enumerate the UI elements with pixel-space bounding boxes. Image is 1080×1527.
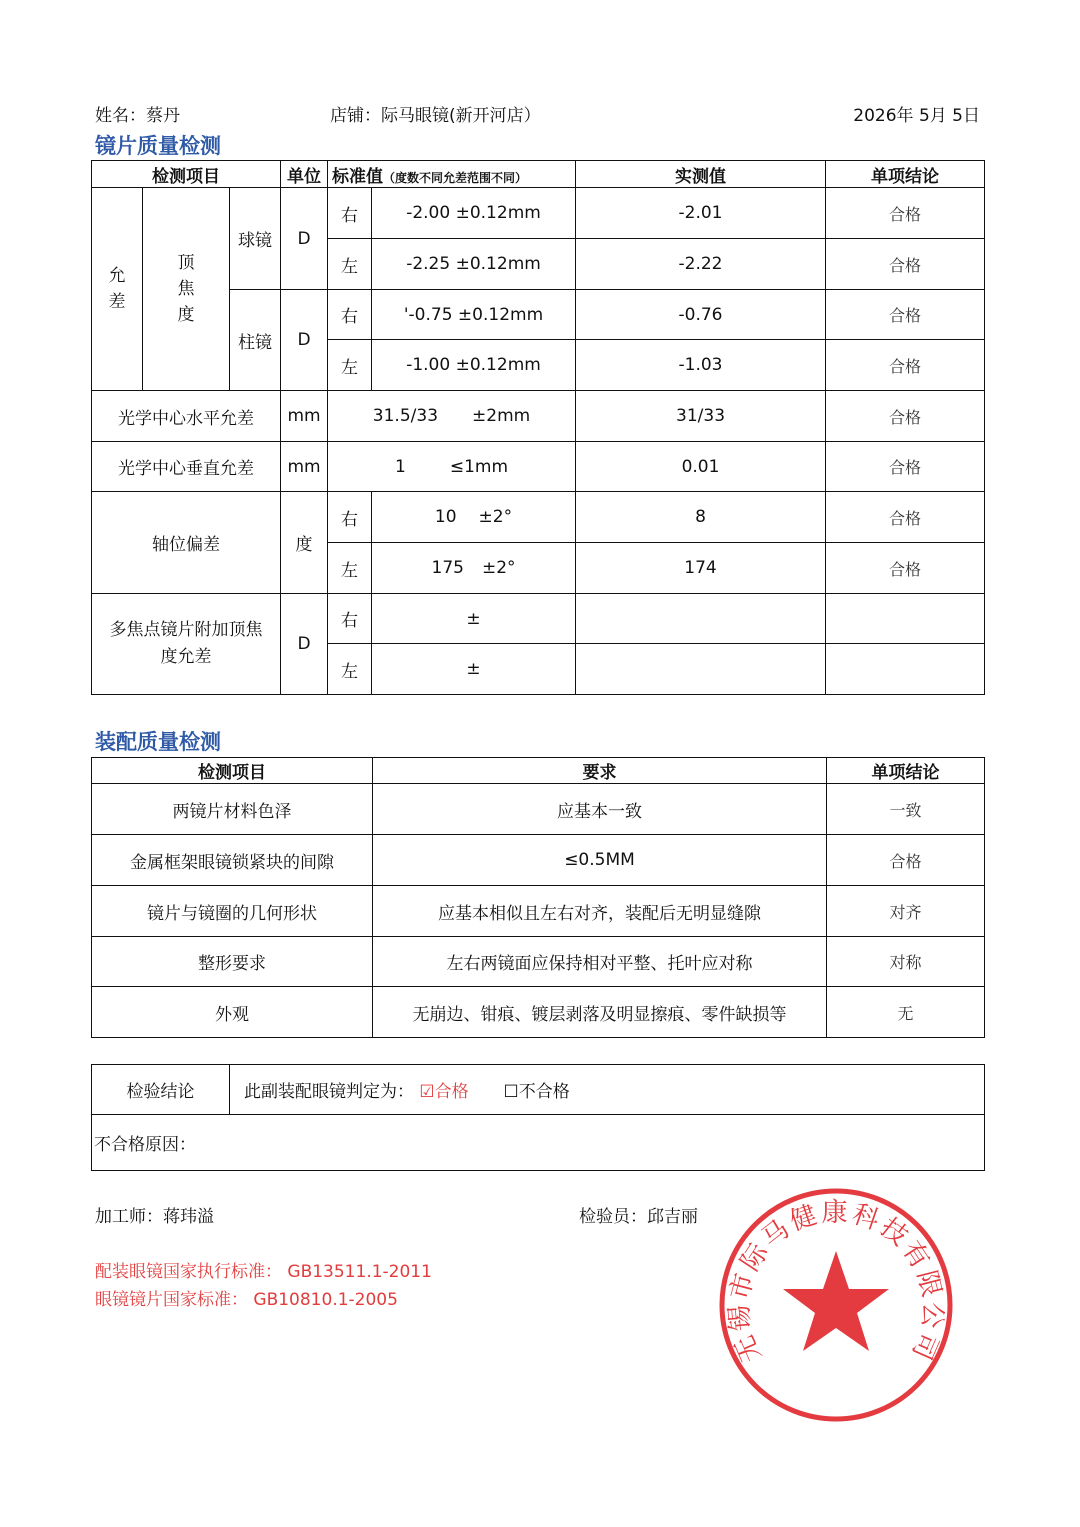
table-row	[92, 492, 985, 543]
axis-left-standard: 175 ±2°	[372, 543, 576, 594]
cylinder-left-standard: -1.00 ±0.12mm	[372, 340, 576, 391]
verdict-label: 检验结论	[92, 1065, 230, 1115]
cylinder-right-value: -0.76	[576, 290, 826, 340]
table-row	[92, 594, 985, 644]
inspection-date: 2026年 5月 5日	[853, 106, 980, 126]
assembly-requirement: 无崩边、钳痕、镀层剥落及明显擦痕、零件缺损等	[373, 987, 827, 1038]
seal-star-icon	[783, 1251, 889, 1351]
assembly-result: 一致	[827, 784, 985, 835]
table-row	[92, 886, 985, 937]
verdict-table	[91, 1064, 985, 1171]
verdict-text: 此副装配眼镜判定为：	[244, 1082, 414, 1102]
lens-section-title: 镜片质量检测	[95, 134, 221, 158]
axis-left-value: 174	[576, 543, 826, 594]
side-right: 右	[328, 290, 372, 340]
horizontal-tolerance-label: 光学中心水平允差	[92, 391, 281, 442]
cylinder-label: 柱镜	[230, 290, 281, 391]
side-left: 左	[328, 543, 372, 594]
assembly-requirement: 应基本一致	[373, 784, 827, 835]
axis-left-result: 合格	[826, 543, 985, 594]
axis-right-result: 合格	[826, 492, 985, 543]
assembly-header-conclusion: 单项结论	[827, 758, 985, 784]
table-row	[92, 784, 985, 835]
header-standard	[328, 161, 576, 188]
cylinder-left-value: -1.03	[576, 340, 826, 391]
vertical-standard: 1 ≤1mm	[328, 442, 576, 492]
side-left: 左	[328, 644, 372, 695]
fail-reason: 不合格原因：	[92, 1115, 985, 1171]
assembly-item: 镜片与镜圈的几何形状	[92, 886, 373, 937]
multifocal-right-value	[576, 594, 826, 644]
axis-right-standard: 10 ±2°	[372, 492, 576, 543]
sphere-right-result: 合格	[826, 188, 985, 239]
multifocal-right-standard: ±	[372, 594, 576, 644]
table-row	[92, 442, 985, 492]
table-row	[92, 835, 985, 886]
sphere-left-standard: -2.25 ±0.12mm	[372, 239, 576, 290]
multifocal-left-result	[826, 644, 985, 695]
cylinder-unit: D	[281, 290, 328, 391]
sphere-label: 球镜	[230, 188, 281, 290]
assembly-table-header	[92, 758, 985, 784]
horizontal-standard: 31.5/33 ±2mm	[328, 391, 576, 442]
vertex-power-label: 顶 焦 度	[143, 188, 230, 391]
vertical-tolerance-label: 光学中心垂直允差	[92, 442, 281, 492]
vertical-value: 0.01	[576, 442, 826, 492]
assembly-item: 整形要求	[92, 937, 373, 987]
header-standard-main: 标准值	[332, 166, 383, 187]
multifocal-label: 多焦点镜片附加顶焦 度允差	[92, 594, 281, 695]
pass-checkbox-icon: ☑	[419, 1082, 435, 1102]
side-right: 右	[328, 492, 372, 543]
cylinder-right-result: 合格	[826, 290, 985, 340]
fail-label: 不合格	[518, 1082, 570, 1102]
verdict-row	[92, 1065, 985, 1115]
verdict-content	[230, 1065, 985, 1115]
header-item: 检测项目	[92, 161, 281, 188]
tolerance-label: 允 差	[92, 188, 143, 391]
sphere-right-standard: -2.00 ±0.12mm	[372, 188, 576, 239]
processor: 加工师：蒋玮溢	[95, 1207, 214, 1227]
axis-right-value: 8	[576, 492, 826, 543]
multifocal-right-result	[826, 594, 985, 644]
header-unit: 单位	[281, 161, 328, 188]
assembly-requirement: 应基本相似且左右对齐，装配后无明显缝隙	[373, 886, 827, 937]
vertical-result: 合格	[826, 442, 985, 492]
header-measured: 实测值	[576, 161, 826, 188]
sphere-left-value: -2.22	[576, 239, 826, 290]
cylinder-right-standard: '-0.75 ±0.12mm	[372, 290, 576, 340]
axis-unit: 度	[281, 492, 328, 594]
side-right: 右	[328, 594, 372, 644]
table-row	[92, 987, 985, 1038]
lens-quality-table	[91, 160, 985, 695]
sphere-left-result: 合格	[826, 239, 985, 290]
horizontal-result: 合格	[826, 391, 985, 442]
assembly-result: 对称	[827, 937, 985, 987]
customer-name: 姓名：蔡丹	[95, 106, 180, 126]
multifocal-unit: D	[281, 594, 328, 695]
multifocal-left-value	[576, 644, 826, 695]
cylinder-left-result: 合格	[826, 340, 985, 391]
horizontal-unit: mm	[281, 391, 328, 442]
pass-label: 合格	[434, 1082, 469, 1102]
assembly-standard: 配装眼镜国家执行标准： GB13511.1-2011	[95, 1262, 432, 1282]
assembly-result: 合格	[827, 835, 985, 886]
assembly-item: 金属框架眼镜锁紧块的间隙	[92, 835, 373, 886]
company-seal	[716, 1185, 956, 1425]
lens-standard: 眼镜镜片国家标准： GB10810.1-2005	[95, 1290, 398, 1310]
side-right: 右	[328, 188, 372, 239]
assembly-header-requirement: 要求	[373, 758, 827, 784]
inspector: 检验员：邱吉丽	[579, 1207, 698, 1227]
assembly-header-item: 检测项目	[92, 758, 373, 784]
assembly-section-title: 装配质量检测	[95, 730, 221, 754]
assembly-requirement: 左右两镜面应保持相对平整、托叶应对称	[373, 937, 827, 987]
assembly-quality-table	[91, 757, 985, 1038]
assembly-result: 对齐	[827, 886, 985, 937]
table-row	[92, 937, 985, 987]
sphere-unit: D	[281, 188, 328, 290]
table-row	[92, 188, 985, 239]
header-standard-note: （度数不同允差范围不同）	[383, 170, 528, 185]
header-conclusion: 单项结论	[826, 161, 985, 188]
reason-row	[92, 1115, 985, 1171]
seal-text: 无锡市际马健康科技有限公司	[724, 1197, 948, 1367]
vertical-unit: mm	[281, 442, 328, 492]
lens-table-header	[92, 161, 985, 188]
side-left: 左	[328, 340, 372, 391]
store-name: 店铺：际马眼镜(新开河店）	[330, 106, 541, 126]
axis-deviation-label: 轴位偏差	[92, 492, 281, 594]
assembly-result: 无	[827, 987, 985, 1038]
assembly-item: 两镜片材料色泽	[92, 784, 373, 835]
assembly-item: 外观	[92, 987, 373, 1038]
multifocal-left-standard: ±	[372, 644, 576, 695]
fail-checkbox-icon: ☐	[503, 1082, 519, 1102]
side-left: 左	[328, 239, 372, 290]
table-row	[92, 391, 985, 442]
assembly-requirement: ≤0.5MM	[373, 835, 827, 886]
sphere-right-value: -2.01	[576, 188, 826, 239]
horizontal-value: 31/33	[576, 391, 826, 442]
